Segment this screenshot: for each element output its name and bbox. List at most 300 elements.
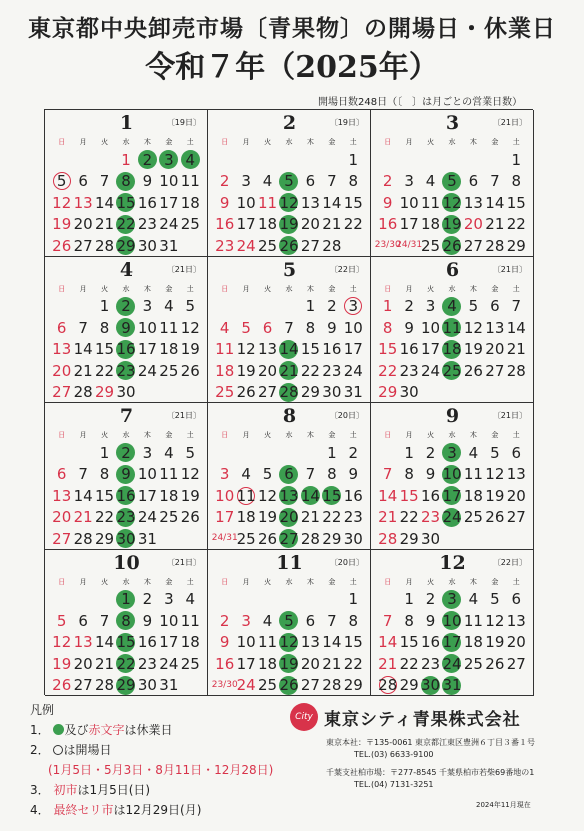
weekday-label: 水 <box>122 138 130 146</box>
day-number: 3 <box>142 443 153 462</box>
day-cell <box>137 632 158 654</box>
day-number: 14 <box>322 633 342 652</box>
day-number: 10 <box>137 465 157 484</box>
day-number: 6 <box>511 443 522 462</box>
day-number: 17 <box>343 340 363 359</box>
day-number <box>279 150 298 169</box>
day-number: 23/30 <box>374 240 401 251</box>
day-number: 15 <box>378 340 398 359</box>
month-block <box>45 257 208 404</box>
day-number: 17 <box>159 193 179 212</box>
day-number <box>74 590 93 609</box>
day-cell <box>398 382 419 404</box>
weekday-label: 木 <box>143 431 151 439</box>
day-cell <box>321 632 342 654</box>
month-block <box>371 110 534 257</box>
weekday-header <box>214 284 364 296</box>
day-number: 20 <box>279 508 299 527</box>
day-number: 10 <box>159 172 179 191</box>
day-number <box>464 150 483 169</box>
day-cell <box>94 610 115 632</box>
day-number: 7 <box>78 318 88 337</box>
day-cell <box>72 442 93 464</box>
as-of-date: 2024年11月現在 <box>476 801 531 809</box>
day-cell <box>257 149 278 171</box>
day-cell <box>180 192 201 214</box>
day-number: 18 <box>180 633 200 652</box>
day-cell <box>506 442 527 464</box>
day-number: 21 <box>73 361 93 380</box>
day-number: 1 <box>99 297 110 316</box>
day-cell <box>235 149 256 171</box>
day-number: 17 <box>236 654 256 673</box>
day-number: 28 <box>322 676 342 695</box>
day-cell <box>72 360 93 382</box>
day-number: 17 <box>215 508 235 527</box>
day-cell <box>180 171 201 193</box>
day-cell <box>94 317 115 339</box>
day-cell <box>484 339 505 361</box>
day-cell <box>278 464 299 486</box>
weekday-header <box>51 284 201 296</box>
day-cell <box>398 507 419 529</box>
day-number: 18 <box>442 340 462 359</box>
day-number: 27 <box>506 654 526 673</box>
day-number: 26 <box>180 361 200 380</box>
day-cell <box>343 382 364 404</box>
day-number: 23 <box>322 361 342 380</box>
day-cell <box>343 675 364 697</box>
day-number: 29 <box>95 529 115 548</box>
month-business-days: 〔21日〕 <box>166 557 201 567</box>
day-grid <box>51 589 201 697</box>
day-number <box>237 297 256 316</box>
day-number: 5 <box>56 611 67 630</box>
day-cell <box>321 149 342 171</box>
day-cell <box>180 360 201 382</box>
day-cell <box>137 171 158 193</box>
day-cell <box>506 653 527 675</box>
day-cell <box>235 382 256 404</box>
day-number <box>74 443 93 462</box>
day-number: 27 <box>485 361 505 380</box>
day-cell <box>441 632 462 654</box>
day-cell <box>463 235 484 257</box>
weekday-label: 日 <box>221 138 229 146</box>
day-number: 27 <box>52 529 72 548</box>
day-cell <box>441 675 462 697</box>
day-number: 13 <box>73 633 93 652</box>
day-number: 11 <box>159 465 179 484</box>
day-number <box>215 297 234 316</box>
day-cell <box>137 296 158 318</box>
day-cell <box>72 192 93 214</box>
day-cell <box>158 589 179 611</box>
day-number: 22 <box>116 215 136 234</box>
day-cell <box>441 360 462 382</box>
day-cell <box>484 485 505 507</box>
day-number: 24 <box>236 236 256 255</box>
hq-address: 東京本社：〒135-0061 東京都江東区豊洲６丁目３番１号 <box>326 738 536 747</box>
day-cell <box>115 632 136 654</box>
day-cell <box>257 485 278 507</box>
month-business-days: 〔20日〕 <box>329 557 364 567</box>
day-cell <box>158 317 179 339</box>
day-number <box>258 297 277 316</box>
day-number: 22 <box>343 215 363 234</box>
day-cell <box>398 317 419 339</box>
weekday-label: 木 <box>306 138 314 146</box>
day-number: 10 <box>421 318 441 337</box>
day-number: 25 <box>159 361 179 380</box>
day-cell <box>377 507 398 529</box>
day-cell <box>377 360 398 382</box>
day-number: 2 <box>219 611 230 630</box>
weekday-label: 日 <box>58 431 66 439</box>
day-number: 26 <box>442 236 462 255</box>
day-number <box>301 443 320 462</box>
day-cell <box>377 610 398 632</box>
weekday-header <box>214 430 364 442</box>
day-cell <box>72 296 93 318</box>
day-cell <box>158 171 179 193</box>
day-number: 3 <box>164 590 174 609</box>
day-number: 4 <box>185 590 196 609</box>
weekday-label: 火 <box>427 431 435 439</box>
day-number: 25 <box>463 654 483 673</box>
day-number: 28 <box>378 529 398 548</box>
day-number: 16 <box>116 340 136 359</box>
day-number: 25 <box>421 236 441 255</box>
day-cell <box>343 360 364 382</box>
day-cell <box>214 653 235 675</box>
day-grid <box>377 442 527 550</box>
legend <box>30 701 273 821</box>
day-cell <box>420 675 441 697</box>
day-cell <box>257 339 278 361</box>
day-cell <box>51 317 72 339</box>
day-cell <box>158 653 179 675</box>
day-number: 2 <box>219 172 230 191</box>
day-cell <box>72 339 93 361</box>
day-number: 9 <box>116 465 135 484</box>
day-number: 23 <box>421 654 441 673</box>
month-header <box>51 114 201 136</box>
month-number: 5 <box>282 258 297 281</box>
legend-num-2: 2． <box>30 743 50 757</box>
day-number: 10 <box>236 633 256 652</box>
day-cell <box>484 632 505 654</box>
day-number: 10 <box>236 193 256 212</box>
day-number: 23 <box>399 361 419 380</box>
day-number: 18 <box>159 340 179 359</box>
day-number: 8 <box>305 318 316 337</box>
day-cell <box>72 235 93 257</box>
day-cell <box>137 610 158 632</box>
day-number <box>279 590 298 609</box>
day-cell <box>321 528 342 550</box>
weekday-label: 金 <box>491 431 499 439</box>
day-number: 25 <box>442 361 462 380</box>
day-cell <box>398 610 419 632</box>
day-cell <box>506 192 527 214</box>
day-number: 22 <box>322 508 342 527</box>
day-cell <box>343 528 364 550</box>
day-number: 8 <box>511 172 522 191</box>
day-cell <box>51 675 72 697</box>
day-cell <box>158 442 179 464</box>
day-cell <box>257 675 278 697</box>
day-number: 15 <box>343 193 363 212</box>
day-cell <box>420 192 441 214</box>
weekday-label: 水 <box>285 577 293 586</box>
day-number: 23 <box>137 654 157 673</box>
day-cell <box>94 382 115 404</box>
day-cell <box>278 589 299 611</box>
day-cell <box>278 382 299 404</box>
day-cell <box>420 442 441 464</box>
day-cell <box>463 360 484 382</box>
day-number: 6 <box>56 465 67 484</box>
day-cell <box>300 382 321 404</box>
day-cell <box>343 171 364 193</box>
day-number: 7 <box>327 172 337 191</box>
day-cell <box>343 442 364 464</box>
weekday-label: 日 <box>384 138 392 146</box>
day-cell <box>115 235 136 257</box>
day-cell <box>463 507 484 529</box>
day-cell <box>51 214 72 236</box>
day-grid <box>51 442 201 550</box>
day-cell <box>377 317 398 339</box>
day-cell <box>72 214 93 236</box>
day-cell <box>278 296 299 318</box>
company-addresses <box>326 737 560 791</box>
weekday-label: 火 <box>101 577 109 586</box>
weekday-label: 火 <box>264 138 272 146</box>
day-cell <box>158 214 179 236</box>
day-cell <box>484 589 505 611</box>
day-number: 24 <box>343 361 363 380</box>
day-number: 9 <box>116 318 135 337</box>
weekday-label: 木 <box>143 138 151 146</box>
day-cell <box>214 485 235 507</box>
day-cell <box>214 360 235 382</box>
day-cell <box>94 339 115 361</box>
day-number: 26 <box>180 508 200 527</box>
green-dot-icon <box>53 724 64 735</box>
day-number: 15 <box>506 193 526 212</box>
weekday-label: 火 <box>264 284 272 293</box>
calendar-grid <box>44 109 533 695</box>
day-number <box>378 590 397 609</box>
weekday-label: 金 <box>328 138 336 146</box>
day-number: 12 <box>52 193 72 212</box>
day-number: 25 <box>180 215 200 234</box>
day-number: 14 <box>300 486 320 505</box>
month-header <box>377 551 527 576</box>
day-cell <box>235 485 256 507</box>
day-number: 7 <box>490 172 500 191</box>
day-number: 8 <box>404 611 414 630</box>
day-cell <box>211 528 238 550</box>
month-header <box>377 258 527 283</box>
day-number: 12 <box>463 318 483 337</box>
day-number: 5 <box>279 172 298 191</box>
day-cell <box>278 149 299 171</box>
weekday-label: 月 <box>242 284 250 293</box>
day-number: 23 <box>215 236 235 255</box>
weekday-label: 月 <box>242 138 250 146</box>
month-number: 8 <box>282 405 297 427</box>
day-number: 2 <box>327 297 337 316</box>
weekday-label: 火 <box>101 138 109 146</box>
day-grid <box>377 296 527 404</box>
weekday-label: 日 <box>221 577 229 586</box>
day-number: 5 <box>53 172 71 190</box>
day-cell <box>463 317 484 339</box>
day-number: 11 <box>180 172 200 191</box>
day-cell <box>257 528 278 550</box>
day-number: 26 <box>258 529 278 548</box>
day-number: 4 <box>219 318 230 337</box>
day-number: 4 <box>164 297 174 316</box>
day-cell <box>158 235 179 257</box>
day-cell <box>235 235 256 257</box>
day-number: 29 <box>399 529 419 548</box>
day-number: 20 <box>73 215 93 234</box>
day-cell <box>94 171 115 193</box>
day-cell <box>343 589 364 611</box>
day-cell <box>441 589 462 611</box>
day-cell <box>214 317 235 339</box>
day-cell <box>278 339 299 361</box>
day-cell <box>51 296 72 318</box>
day-cell <box>235 214 256 236</box>
day-cell <box>420 296 441 318</box>
day-cell <box>278 171 299 193</box>
day-number: 19 <box>463 340 483 359</box>
day-number: 19 <box>442 215 462 234</box>
day-number: 7 <box>305 465 316 484</box>
day-cell <box>94 214 115 236</box>
day-cell <box>420 235 441 257</box>
day-cell <box>300 360 321 382</box>
day-number: 16 <box>215 215 235 234</box>
day-number: 3 <box>142 297 153 316</box>
day-number: 1 <box>121 150 131 169</box>
day-number: 21 <box>322 215 342 234</box>
day-cell <box>463 171 484 193</box>
day-cell <box>94 149 115 171</box>
day-number: 18 <box>159 486 179 505</box>
day-cell <box>94 632 115 654</box>
day-number <box>237 443 256 462</box>
day-number: 16 <box>137 193 157 212</box>
day-number <box>52 297 71 316</box>
day-number: 8 <box>116 611 135 630</box>
legend-item-2-dates <box>48 761 273 778</box>
day-cell <box>51 610 72 632</box>
day-number: 21 <box>279 361 299 380</box>
day-cell <box>257 653 278 675</box>
day-number: 25 <box>258 676 278 695</box>
day-number <box>442 150 461 169</box>
day-cell <box>321 382 342 404</box>
day-cell <box>463 485 484 507</box>
day-cell <box>94 653 115 675</box>
day-number <box>74 297 93 316</box>
day-cell <box>214 610 235 632</box>
day-number: 8 <box>116 172 135 191</box>
day-cell <box>94 360 115 382</box>
weekday-label: 金 <box>328 284 336 293</box>
day-number: 1 <box>327 443 337 462</box>
day-number: 13 <box>300 193 320 212</box>
day-cell <box>506 214 527 236</box>
day-number: 9 <box>327 318 337 337</box>
day-cell <box>420 589 441 611</box>
day-number: 1 <box>305 297 316 316</box>
day-number: 22 <box>95 361 115 380</box>
day-cell <box>214 192 235 214</box>
day-cell <box>115 528 136 550</box>
day-cell <box>137 317 158 339</box>
day-number <box>215 443 234 462</box>
day-cell <box>321 589 342 611</box>
day-cell <box>398 485 419 507</box>
day-cell <box>398 528 419 550</box>
legend-title: 凡例 <box>30 703 55 717</box>
day-number: 16 <box>343 486 363 505</box>
day-number: 13 <box>52 486 72 505</box>
day-cell <box>484 442 505 464</box>
day-number: 5 <box>442 172 461 191</box>
day-cell <box>137 485 158 507</box>
weekday-label: 木 <box>469 138 477 146</box>
weekday-header <box>377 577 527 589</box>
day-cell <box>257 171 278 193</box>
month-block <box>371 257 534 404</box>
branch-tel: TEL.(04) 7131-3251 <box>354 780 434 789</box>
day-number: 26 <box>463 361 483 380</box>
day-number: 18 <box>258 654 278 673</box>
day-number: 28 <box>279 383 299 402</box>
day-cell <box>158 675 179 697</box>
day-number: 7 <box>327 611 337 630</box>
day-cell <box>211 675 238 697</box>
day-cell <box>396 235 423 257</box>
day-number: 12 <box>442 193 462 212</box>
day-cell <box>214 382 235 404</box>
day-number: 27 <box>73 676 93 695</box>
day-number: 24/31 <box>211 533 238 544</box>
day-cell <box>235 442 256 464</box>
day-cell <box>300 653 321 675</box>
day-number: 19 <box>236 361 256 380</box>
day-cell <box>506 235 527 257</box>
day-cell <box>278 528 299 550</box>
weekday-label: 日 <box>58 577 66 586</box>
day-cell <box>72 589 93 611</box>
day-number: 21 <box>378 508 398 527</box>
day-cell <box>506 339 527 361</box>
day-cell <box>506 464 527 486</box>
day-cell <box>343 317 364 339</box>
day-number: 4 <box>468 443 479 462</box>
day-number: 15 <box>300 340 320 359</box>
day-cell <box>377 464 398 486</box>
